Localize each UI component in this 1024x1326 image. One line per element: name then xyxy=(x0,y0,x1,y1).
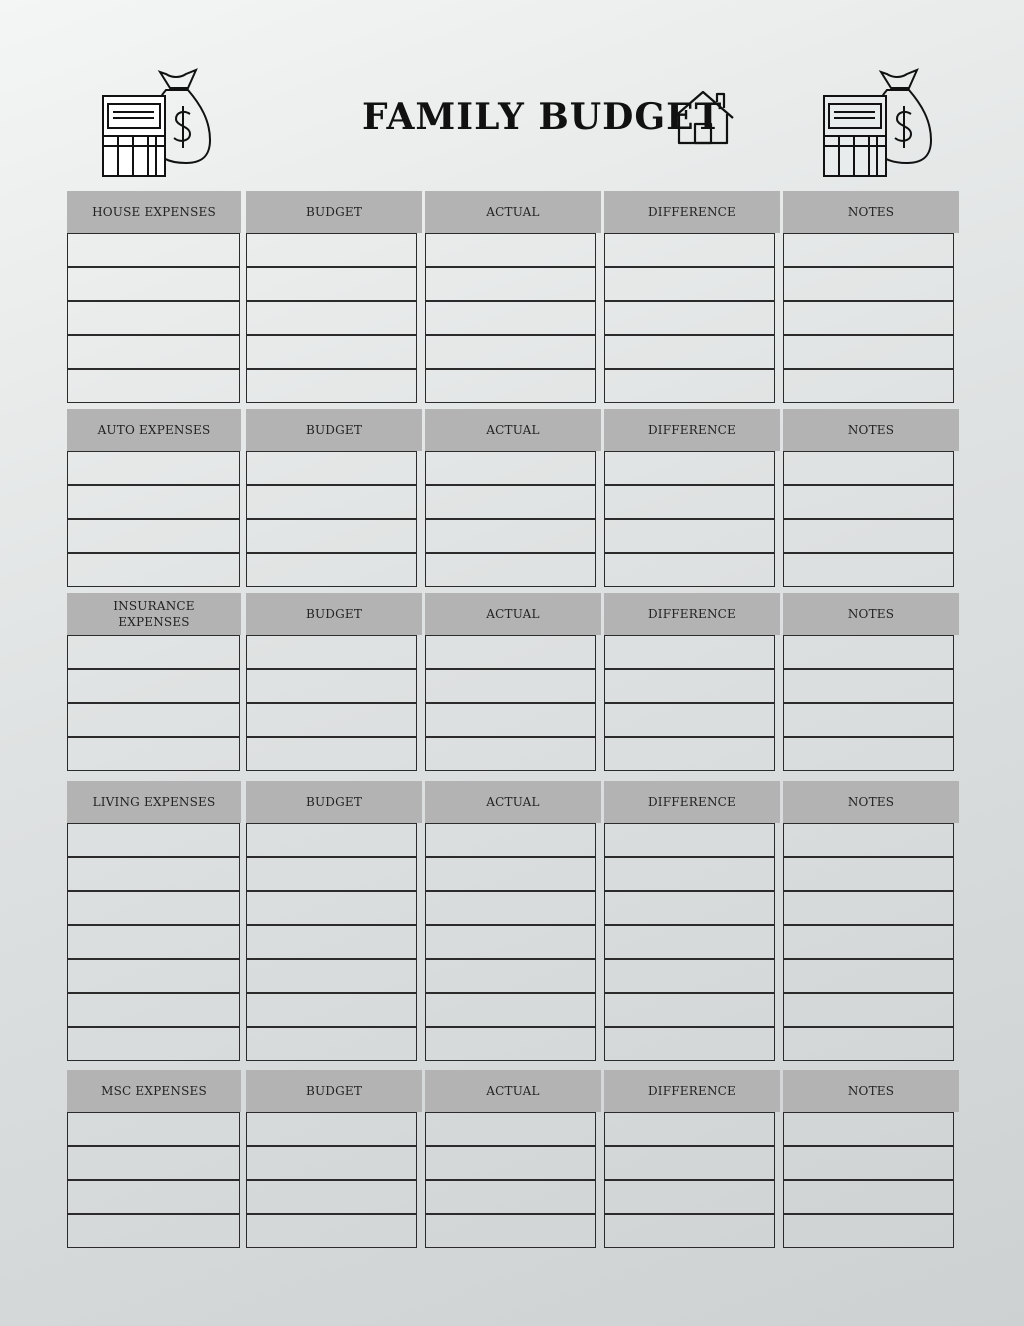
section-insurance xyxy=(67,593,959,771)
table-cell[interactable] xyxy=(604,737,775,771)
table-cell[interactable] xyxy=(425,335,596,369)
table-cell[interactable] xyxy=(425,823,596,857)
calculator-money-bag-icon xyxy=(100,66,216,180)
section-house xyxy=(67,191,959,403)
table-cell[interactable] xyxy=(246,635,417,669)
section-auto xyxy=(67,409,959,587)
table-cell[interactable] xyxy=(425,1146,596,1180)
table-cell[interactable] xyxy=(246,703,417,737)
table-cell[interactable] xyxy=(783,451,954,485)
table-cell[interactable] xyxy=(246,485,417,519)
table-cell[interactable] xyxy=(246,1214,417,1248)
table-cell[interactable] xyxy=(783,369,954,403)
table-cell[interactable] xyxy=(246,1180,417,1214)
table-cell[interactable] xyxy=(246,369,417,403)
table-cell[interactable] xyxy=(604,857,775,891)
column-header: ACTUAL xyxy=(425,781,601,823)
table-cell[interactable] xyxy=(604,485,775,519)
table-cell[interactable] xyxy=(246,451,417,485)
table-cell[interactable] xyxy=(67,1027,240,1061)
table-cell[interactable] xyxy=(246,737,417,771)
table-cell[interactable] xyxy=(604,959,775,993)
table-cell[interactable] xyxy=(246,1146,417,1180)
table-cell[interactable] xyxy=(67,669,240,703)
column-header: ACTUAL xyxy=(425,1070,601,1112)
table-cell[interactable] xyxy=(425,1112,596,1146)
table-cell[interactable] xyxy=(604,1146,775,1180)
table-cell[interactable] xyxy=(604,1027,775,1061)
table-cell[interactable] xyxy=(604,335,775,369)
table-cell[interactable] xyxy=(783,1112,954,1146)
table-cell[interactable] xyxy=(604,553,775,587)
column-header: NOTES xyxy=(783,593,959,635)
column-header: MSC EXPENSES xyxy=(67,1070,241,1112)
table-cell[interactable] xyxy=(425,301,596,335)
table-cell[interactable] xyxy=(783,857,954,891)
table-cell[interactable] xyxy=(425,993,596,1027)
table-cell[interactable] xyxy=(783,1214,954,1248)
column-header: DIFFERENCE xyxy=(604,593,780,635)
table-cell[interactable] xyxy=(246,519,417,553)
table-cell[interactable] xyxy=(246,959,417,993)
table-cell[interactable] xyxy=(604,891,775,925)
table-cell[interactable] xyxy=(604,823,775,857)
table-cell[interactable] xyxy=(783,703,954,737)
table-cell[interactable] xyxy=(783,1180,954,1214)
table-cell[interactable] xyxy=(425,553,596,587)
column-header: INSURANCE EXPENSES xyxy=(67,593,241,635)
table-cell[interactable] xyxy=(246,823,417,857)
column-header: BUDGET xyxy=(246,409,422,451)
table-cell[interactable] xyxy=(67,1214,240,1248)
section-msc xyxy=(67,1070,959,1248)
table-cell[interactable] xyxy=(67,959,240,993)
table-cell[interactable] xyxy=(246,857,417,891)
table-cell[interactable] xyxy=(67,485,240,519)
table-cell[interactable] xyxy=(425,1180,596,1214)
table-cell[interactable] xyxy=(425,857,596,891)
table-cell[interactable] xyxy=(67,335,240,369)
table-cell[interactable] xyxy=(67,703,240,737)
table-cell[interactable] xyxy=(783,233,954,267)
table-cell[interactable] xyxy=(67,1112,240,1146)
table-cell[interactable] xyxy=(67,233,240,267)
table-cell[interactable] xyxy=(425,737,596,771)
table-cell[interactable] xyxy=(604,301,775,335)
table-cell[interactable] xyxy=(783,267,954,301)
table-cell[interactable] xyxy=(604,519,775,553)
table-cell[interactable] xyxy=(604,703,775,737)
column-header: AUTO EXPENSES xyxy=(67,409,241,451)
table-cell[interactable] xyxy=(67,925,240,959)
table-cell[interactable] xyxy=(604,267,775,301)
column-header: BUDGET xyxy=(246,191,422,233)
table-cell[interactable] xyxy=(67,737,240,771)
table-cell[interactable] xyxy=(783,301,954,335)
table-cell[interactable] xyxy=(783,823,954,857)
column-header: DIFFERENCE xyxy=(604,1070,780,1112)
table-cell[interactable] xyxy=(246,553,417,587)
table-cell[interactable] xyxy=(246,925,417,959)
table-cell[interactable] xyxy=(425,519,596,553)
table-cell[interactable] xyxy=(425,451,596,485)
table-cell[interactable] xyxy=(604,1214,775,1248)
table-cell[interactable] xyxy=(783,519,954,553)
table-cell[interactable] xyxy=(604,669,775,703)
table-cell[interactable] xyxy=(425,635,596,669)
table-cell[interactable] xyxy=(425,891,596,925)
table-cell[interactable] xyxy=(67,1146,240,1180)
table-cell[interactable] xyxy=(67,553,240,587)
table-cell[interactable] xyxy=(67,519,240,553)
table-cell[interactable] xyxy=(67,823,240,857)
table-cell[interactable] xyxy=(783,959,954,993)
column-header: BUDGET xyxy=(246,1070,422,1112)
table-cell[interactable] xyxy=(67,1180,240,1214)
column-header: NOTES xyxy=(783,409,959,451)
table-cell[interactable] xyxy=(783,669,954,703)
table-cell[interactable] xyxy=(246,891,417,925)
table-cell[interactable] xyxy=(783,993,954,1027)
table-cell[interactable] xyxy=(246,301,417,335)
table-cell[interactable] xyxy=(246,267,417,301)
table-cell[interactable] xyxy=(246,993,417,1027)
table-cell[interactable] xyxy=(783,485,954,519)
table-cell[interactable] xyxy=(67,369,240,403)
column-header: BUDGET xyxy=(246,781,422,823)
table-cell[interactable] xyxy=(604,1112,775,1146)
table-cell[interactable] xyxy=(604,993,775,1027)
column-header: HOUSE EXPENSES xyxy=(67,191,241,233)
table-cell[interactable] xyxy=(604,1180,775,1214)
column-header: ACTUAL xyxy=(425,191,601,233)
table-cell[interactable] xyxy=(425,703,596,737)
column-header: LIVING EXPENSES xyxy=(67,781,241,823)
house-icon xyxy=(671,88,735,146)
table-cell[interactable] xyxy=(67,267,240,301)
column-header: DIFFERENCE xyxy=(604,781,780,823)
table-cell[interactable] xyxy=(67,451,240,485)
table-cell[interactable] xyxy=(425,267,596,301)
table-cell[interactable] xyxy=(783,891,954,925)
page-title: FAMILY BUDGET xyxy=(362,96,723,138)
table-cell[interactable] xyxy=(246,233,417,267)
table-cell[interactable] xyxy=(604,635,775,669)
table-cell[interactable] xyxy=(425,959,596,993)
table-cell[interactable] xyxy=(425,669,596,703)
table-cell[interactable] xyxy=(604,233,775,267)
column-header: NOTES xyxy=(783,1070,959,1112)
table-cell[interactable] xyxy=(783,335,954,369)
table-cell[interactable] xyxy=(67,635,240,669)
table-cell[interactable] xyxy=(246,1027,417,1061)
table-cell[interactable] xyxy=(67,301,240,335)
table-cell[interactable] xyxy=(604,451,775,485)
column-header: ACTUAL xyxy=(425,409,601,451)
column-header: BUDGET xyxy=(246,593,422,635)
column-header: NOTES xyxy=(783,191,959,233)
table-cell[interactable] xyxy=(783,925,954,959)
table-cell[interactable] xyxy=(783,553,954,587)
table-cell[interactable] xyxy=(783,1146,954,1180)
table-cell[interactable] xyxy=(604,925,775,959)
table-cell[interactable] xyxy=(246,669,417,703)
table-cell[interactable] xyxy=(67,857,240,891)
table-cell[interactable] xyxy=(783,1027,954,1061)
calculator-money-bag-icon xyxy=(821,66,937,180)
column-header: DIFFERENCE xyxy=(604,409,780,451)
table-cell[interactable] xyxy=(425,1027,596,1061)
table-cell[interactable] xyxy=(604,369,775,403)
table-cell[interactable] xyxy=(425,485,596,519)
section-living xyxy=(67,781,959,1061)
column-header: ACTUAL xyxy=(425,593,601,635)
table-cell[interactable] xyxy=(246,1112,417,1146)
table-cell[interactable] xyxy=(425,925,596,959)
table-cell[interactable] xyxy=(425,369,596,403)
column-header: DIFFERENCE xyxy=(604,191,780,233)
table-cell[interactable] xyxy=(246,335,417,369)
table-cell[interactable] xyxy=(783,737,954,771)
table-cell[interactable] xyxy=(67,891,240,925)
table-cell[interactable] xyxy=(425,233,596,267)
column-header: NOTES xyxy=(783,781,959,823)
table-cell[interactable] xyxy=(67,993,240,1027)
table-cell[interactable] xyxy=(425,1214,596,1248)
table-cell[interactable] xyxy=(783,635,954,669)
